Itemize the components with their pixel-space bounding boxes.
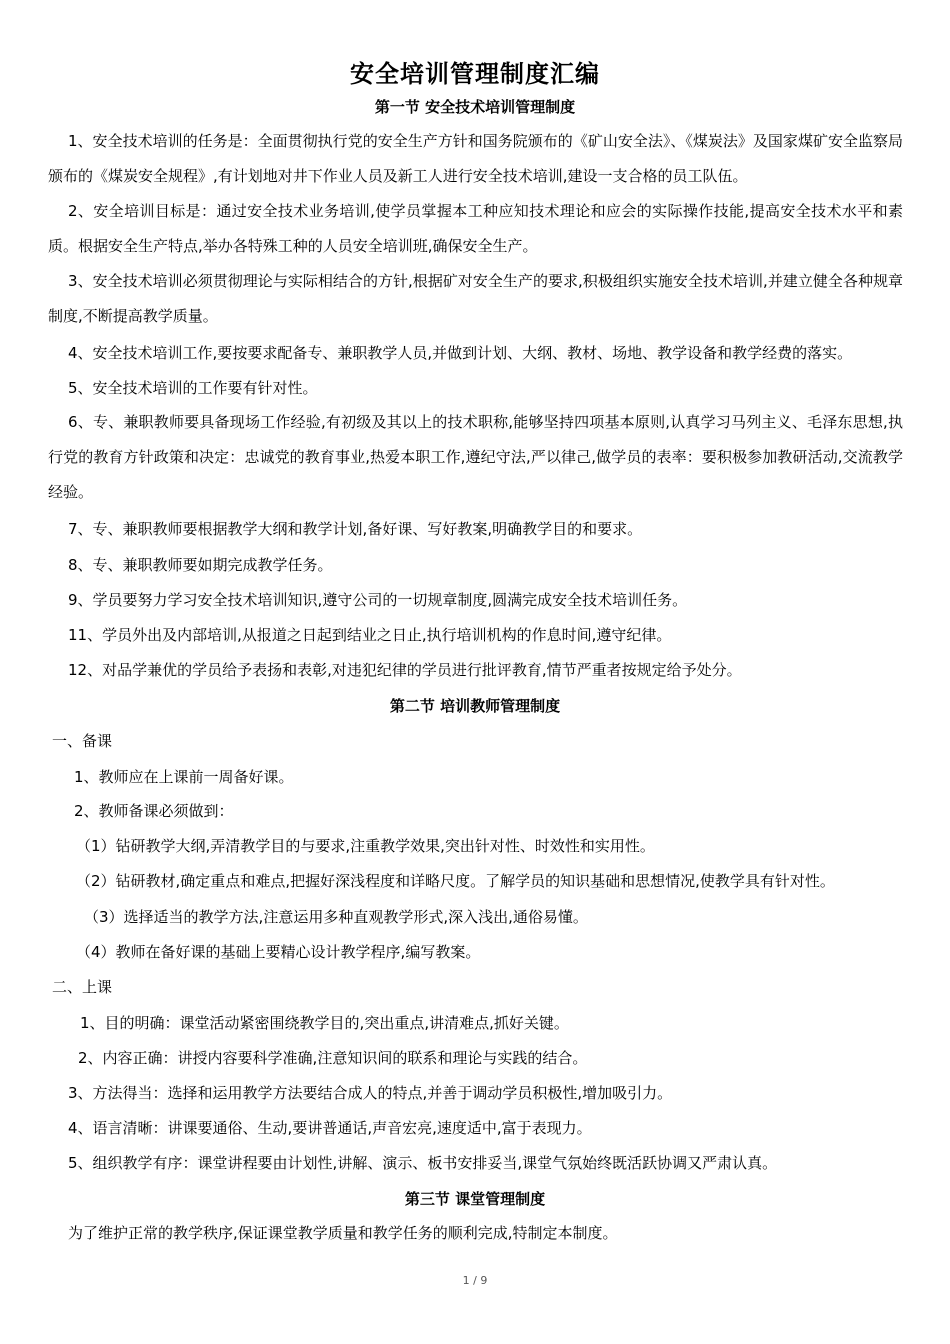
section-1-item-9: 9、学员要努力学习安全技术培训知识,遵守公司的一切规章制度,圆满完成安全技术培训任务。 <box>68 591 688 609</box>
section-3-heading: 第三节 课堂管理制度 <box>404 1190 546 1208</box>
section-2-part-1-sub-1: （1）钻研教学大纲,弄清教学目的与要求,注重教学效果,突出针对性、时效性和实用性。 <box>76 837 655 855</box>
document-title: 安全培训管理制度汇编 <box>350 60 600 88</box>
section-2-part-2-label: 二、上课 <box>52 978 113 996</box>
section-1-item-12: 12、对品学兼优的学员给予表扬和表彰,对违犯纪律的学员进行批评教育,情节严重者按规定给予处分。 <box>68 661 742 679</box>
section-1-item-8: 8、专、兼职教师要如期完成教学任务。 <box>68 556 333 574</box>
section-1-item-3: 3、安全技术培训必须贯彻理论与实际相结合的方针,根据矿对安全生产的要求,积极组织实施安全技术培训,并建立健全各种规章制度,不断提高教学质量。 <box>48 272 903 325</box>
section-1-item-6: 6、专、兼职教师要具备现场工作经验,有初级及其以上的技术职称,能够坚持四项基本原则,认真学习马列主义、毛泽东思想,执行党的教育方针政策和决定：忠诚党的教育事业,热爱本职工作,遵纪守法,严以律己,做学员的表率：要积极参加教研活动,交流教学经验。 <box>48 413 903 501</box>
section-1-item-11: 11、学员外出及内部培训,从报道之日起到结业之日止,执行培训机构的作息时间,遵守纪律。 <box>68 626 672 644</box>
section-2-part-1-item-1: 1、教师应在上课前一周备好课。 <box>74 768 294 786</box>
section-2-part-1-sub-2: （2）钻研教材,确定重点和难点,把握好深浅程度和详略尺度。了解学员的知识基础和思想情况,使教学具有针对性。 <box>76 872 835 890</box>
section-2-part-1-sub-3: （3）选择适当的教学方法,注意运用多种直观教学形式,深入浅出,通俗易懂。 <box>84 908 588 926</box>
page-indicator: 1 / 9 <box>462 1274 488 1287</box>
section-1-item-1: 1、安全技术培训的任务是：全面贯彻执行党的安全生产方针和国务院颁布的《矿山安全法》、《煤炭法》及国家煤矿安全监察局颁布的《煤炭安全规程》,有计划地对井下作业人员及新工人进行安全技术培训,建设一支合格的员工队伍。 <box>48 132 903 185</box>
section-1-item-4: 4、安全技术培训工作,要按要求配备专、兼职教学人员,并做到计划、大纲、教材、场地、教学设备和教学经费的落实。 <box>68 344 853 362</box>
section-2-part-2-item-3: 3、方法得当：选择和运用教学方法要结合成人的特点,并善于调动学员积极性,增加吸引力。 <box>68 1084 673 1102</box>
section-3-intro: 为了维护正常的教学秩序,保证课堂教学质量和教学任务的顺利完成,特制定本制度。 <box>68 1224 618 1242</box>
section-1-item-7: 7、专、兼职教师要根据教学大纲和教学计划,备好课、写好教案,明确教学目的和要求。 <box>68 520 643 538</box>
section-2-part-2-item-2: 2、内容正确：讲授内容要科学准确,注意知识间的联系和理论与实践的结合。 <box>78 1049 588 1067</box>
section-2-heading: 第二节 培训教师管理制度 <box>389 697 561 715</box>
section-1-item-5: 5、安全技术培训的工作要有针对性。 <box>68 379 318 397</box>
section-1-heading: 第一节 安全技术培训管理制度 <box>374 98 576 116</box>
section-2-part-1-label: 一、备课 <box>52 732 113 750</box>
section-2-part-1-sub-4: （4）教师在备好课的基础上要精心设计教学程序,编写教案。 <box>76 943 481 961</box>
section-2-part-2-item-4: 4、语言清晰：讲课要通俗、生动,要讲普通话,声音宏亮,速度适中,富于表现力。 <box>68 1119 592 1137</box>
section-1-item-2: 2、安全培训目标是：通过安全技术业务培训,使学员掌握本工种应知技术理论和应会的实际操作技能,提高安全技术水平和素质。根据安全生产特点,举办各特殊工种的人员安全培训班,确保安全生产。 <box>48 202 903 255</box>
section-2-part-2-item-5: 5、组织教学有序：课堂讲程要由计划性,讲解、演示、板书安排妥当,课堂气氛始终既活跃协调又严肃认真。 <box>68 1154 778 1172</box>
section-2-part-1-item-2: 2、教师备课必须做到： <box>74 802 234 820</box>
section-2-part-2-item-1: 1、目的明确：课堂活动紧密围绕教学目的,突出重点,讲清难点,抓好关键。 <box>80 1014 569 1032</box>
